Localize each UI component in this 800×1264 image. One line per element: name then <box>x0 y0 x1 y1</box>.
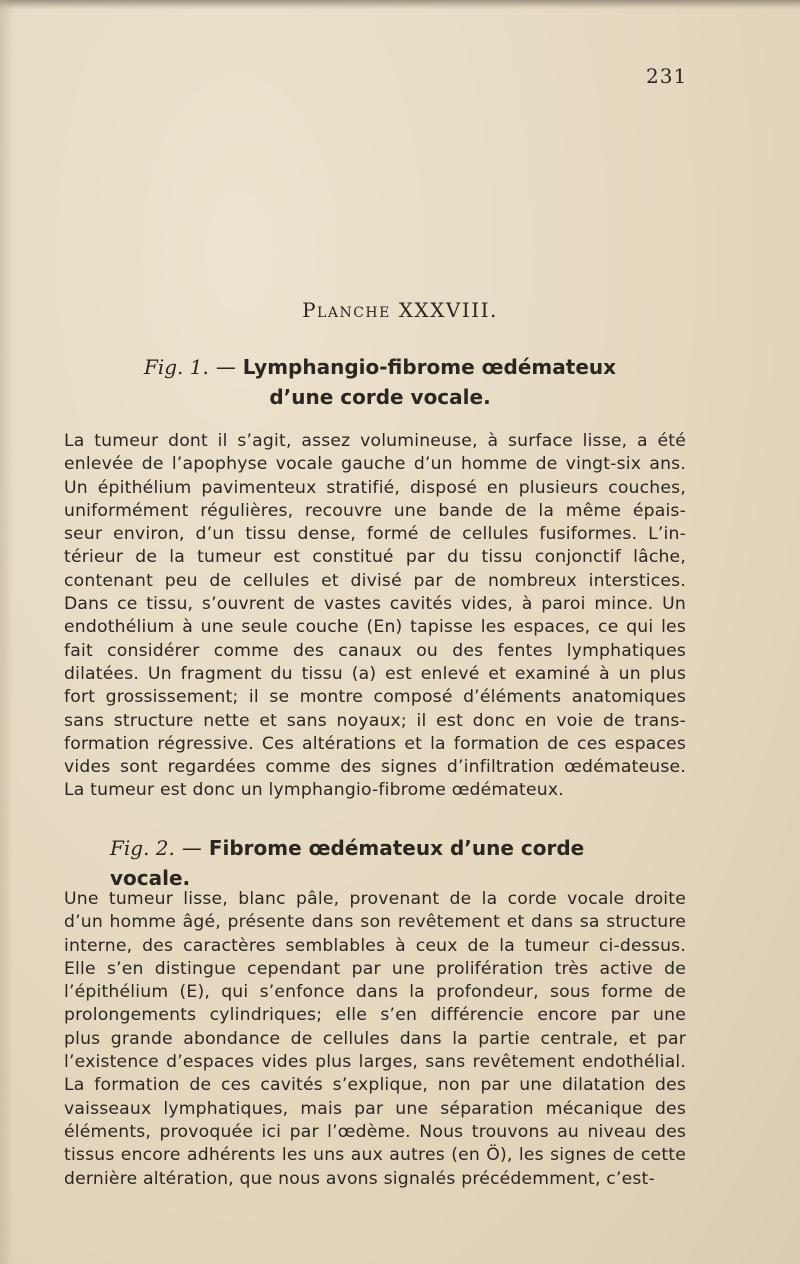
text-line: La formation de ces cavités s’explique, non par une dilatation des <box>64 1075 686 1096</box>
text-line: formation régressive. Ces altérations et la formation de ces espaces <box>64 733 686 754</box>
fig2-description <box>64 888 686 1191</box>
page-left-edge <box>0 0 14 1264</box>
fig1-separator: — <box>215 355 236 379</box>
text-line: vaisseaux lymphatiques, mais par une séparation mécanique des <box>64 1098 686 1119</box>
text-line: Une tumeur lisse, blanc pâle, provenant de la corde vocale droite <box>64 889 686 909</box>
text-line: Un épithélium pavimenteux stratifié, disposé en plusieurs couches, <box>64 477 686 498</box>
text-line: plus grande abondance de cellules dans la partie centrale, et par <box>64 1028 686 1049</box>
fig1-description <box>64 430 686 803</box>
page-number: 231 <box>646 64 688 88</box>
text-line: fait considérer comme des canaux ou des fentes lymphatiques <box>64 640 686 661</box>
text-line: l’épithélium (E), qui s’enfonce dans la profondeur, sous forme de <box>64 982 686 1003</box>
text-line: endothélium à une seule couche (En) tapisse les espaces, ce qui les <box>64 617 686 638</box>
text-line: dernière altération, que nous avons signalés précédemment, c’est- <box>64 1168 655 1189</box>
text-line: enlevée de l’apophyse vocale gauche d’un homme de vingt-six ans. <box>64 454 686 475</box>
fig1-title-line2: d’une corde vocale. <box>269 385 491 409</box>
text-line: Dans ce tissu, s’ouvrent de vastes cavités vides, à paroi mince. Un <box>64 594 686 615</box>
text-line: d’un homme âgé, présente dans son revêtement et dans sa structure <box>64 912 686 933</box>
text-line: interne, des caractères semblables à ceux de la tumeur ci-dessus. <box>64 935 686 956</box>
text-line: uniformément régulières, recouvre une bande de la même épais- <box>64 500 686 521</box>
text-line: seur environ, d’un tissu dense, formé de cellules fusiformes. L’in- <box>64 524 686 545</box>
fig1-title-line1: Lymphangio-fibrome œdémateux <box>242 355 617 379</box>
text-line: vides sont regardées comme des signes d’infiltration œdémateuse. <box>64 757 686 778</box>
text-line: Elle s’en distingue cependant par une prolifération très active de <box>64 958 686 979</box>
plate-title: Planche XXXVIII. <box>302 298 498 322</box>
fig2-label: Fig. 2. <box>110 836 175 860</box>
fig1-label: Fig. 1. <box>143 355 209 379</box>
fig2-separator: — <box>181 836 202 860</box>
text-line: tissus encore adhérents les uns aux autres (en Ö), les signes de cette <box>64 1145 686 1166</box>
fig2-heading <box>100 833 670 893</box>
text-line: fort grossissement; il se montre composé d’éléments anatomiques <box>64 687 686 708</box>
fig1-heading <box>100 352 660 412</box>
text-line: l’existence d’espaces vides plus larges, sans revêtement endothélial. <box>64 1052 686 1073</box>
text-line: éléments, provoquée ici par l’œdème. Nous trouvons au niveau des <box>64 1121 686 1142</box>
page-top-edge <box>0 0 800 10</box>
text-line: sans structure nette et sans noyaux; il est donc en voie de trans- <box>64 710 686 731</box>
fig2-title: Fibrome œdémateux d’une corde vocale. <box>110 836 585 890</box>
text-line: La tumeur est donc un lymphangio-fibrome œdémateux. <box>64 780 564 801</box>
text-line: térieur de la tumeur est constitué par du tissu conjonctif lâche, <box>64 547 686 568</box>
text-line: dilatées. Un fragment du tissu (a) est enlevé et examiné à un plus <box>64 663 686 684</box>
text-line: La tumeur dont il s’agit, assez volumineuse, à surface lisse, a été <box>64 431 686 451</box>
text-line: prolongements cylindriques; elle s’en différencie encore par une <box>64 1005 686 1026</box>
text-line: contenant peu de cellules et divisé par de nombreux interstices. <box>64 570 686 591</box>
